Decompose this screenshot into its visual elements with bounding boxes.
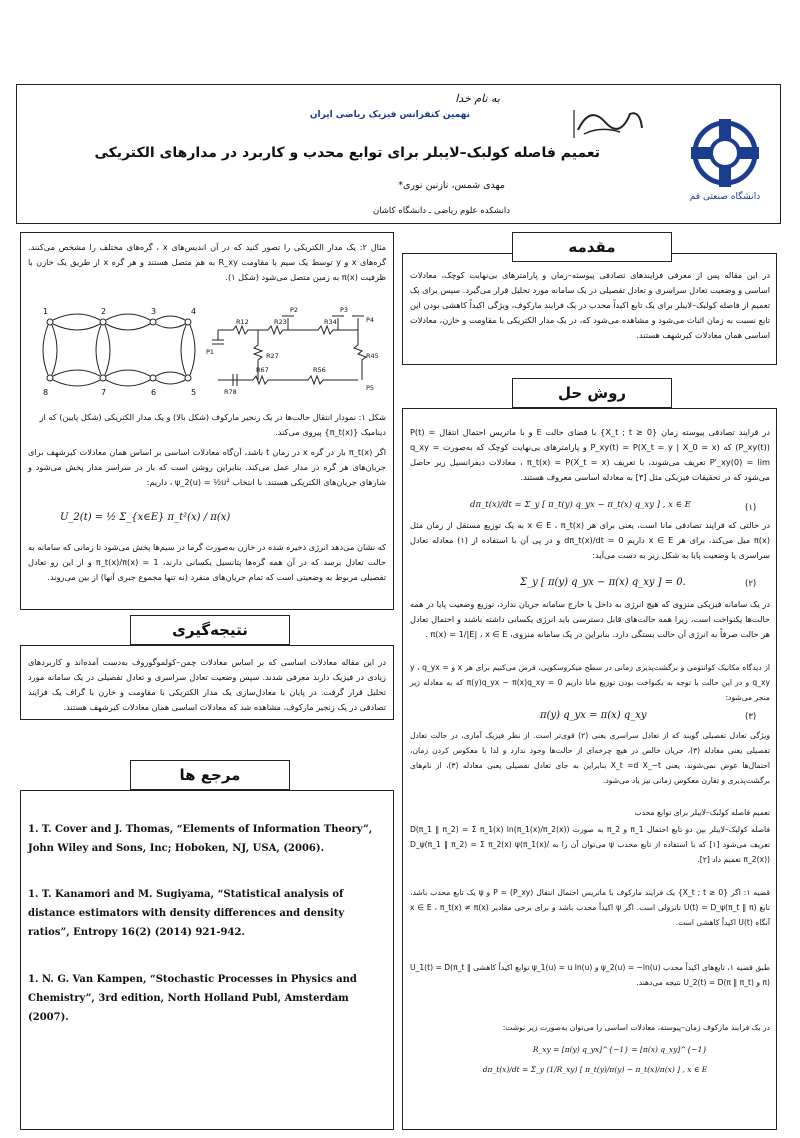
conclusion-title: نتیجه‌گیری bbox=[130, 615, 290, 645]
method-p10: در یک فرایند مارکوف زمان‌–پیوسته، معادلات اساسی را می‌توان به‌صورت زیر نوشت: bbox=[502, 1023, 770, 1032]
circuit-label-p5: P5 bbox=[366, 384, 375, 392]
paper-title: تعمیم فاصله کولبک–لایبلر برای توابع محدب و کاربرد در مدارهای الکتریکی bbox=[94, 145, 600, 161]
intro-title: مقدمه bbox=[512, 232, 672, 262]
method-p2: در حالتی که فرایند تصادفی مانا است، یعنی برای هر x ∈ E ، π_t(x) به یک توزیع مستقل از زمان مثل π(x) میل می‌کند، برای هر x ∈ E داریم dπ_t(x)/dt = 0 و در پی آن با استفاده از (۱) معادله تعادل سراسری یا وضعیت پایا به شکل زیر به دست می‌آید: bbox=[410, 520, 771, 560]
graph-node-7: 7 bbox=[101, 388, 107, 397]
equation-2-number: (۲) bbox=[745, 579, 757, 589]
circuit-label-r27: R27 bbox=[266, 352, 279, 360]
equation-3: π(y) q_yx = π(x) q_xy bbox=[540, 710, 647, 721]
equation-1: dπ_t(x)/dt = Σ_y [ π_t(y) q_yx − π_t(x) q_xy ] , x ∈ E bbox=[470, 500, 691, 510]
conference-logo bbox=[570, 100, 650, 142]
circuit-label-r23: R23 bbox=[274, 318, 287, 326]
university-logo bbox=[680, 115, 770, 207]
circuit-label-r45: R45 bbox=[366, 352, 379, 360]
equation-4: dπ_t(x)/dt = Σ_y (1/R_xy) [ π_t(y)/π(y) − π_t(x)/π(x) ] , x ∈ E bbox=[482, 1065, 708, 1074]
graph-node-4: 4 bbox=[191, 307, 197, 316]
conclusion-text: در این مقاله معادلات اساسی که بر اساس معادلات چمن–کولموگوروف به‌دست آمده‌اند و کاربردهای زیادی در فیزیک دارند معرفی شدند. سپس وضعیت تعادل سراسری و تعادل تفصیلی در یک سامانه مورد تحلیل قرار گرفت. در پایان با معادل‌سازی یک مدار الکتریکی با مقاومت و خازن با گراف یک فرایند تصادفی در یک زنجیر مارکوف، مشاهده شد که معادلات اساسی همان معادلات کیرشهف هستند. bbox=[28, 657, 386, 712]
circuit-label-r67: R67 bbox=[256, 366, 269, 374]
figure-1-svg bbox=[28, 300, 388, 400]
method-p1: در فرایند تصادفی پیوسته زمان {X_t ; t ≥ 0} با فضای حالت E و با ماتریس احتمال انتقال P(t) = (P_xy(t)) که P_xy(t) = P(X_t = y | X_0 = x) و پارامترهای بی‌نهایت کوچک که به‌صورت q_xy = P'_xy(0) = lim تعریف می‌شوند، با تعریف π_t(x) = P(X_t = x) ، معادلات دیفرانسیل زیر حاصل می‌شود که در تحقیقات فیزیکی مثل [۳] به معادله اساسی معروف هستند. bbox=[410, 427, 770, 482]
circuit-label-p3: P3 bbox=[340, 306, 349, 314]
circuit-label-p4: P4 bbox=[366, 316, 375, 324]
authors: مهدی شمس، نازنین نوری* bbox=[398, 180, 505, 191]
example-p1: مثال ۲: یک مدار الکتریکی را تصور کنید که در آن اندیس‌های x ، گره‌های مختلف را مشخص می‌کنند. گره‌های x و y توسط یک سیم با مقاومت R_xy به هم متصل هستند و هر گره x از طریق یک خازن با ظرفیت π(x) به زمین متصل می‌شود (شکل ۱). bbox=[28, 242, 386, 282]
circuit-label-r78: R78 bbox=[224, 388, 237, 396]
reference-3: 1. N. G. Van Kampen, “Stochastic Processes in Physics and Chemistry”, 3rd edition, North Holland Publ, Amsterdam (2007). bbox=[28, 974, 357, 1023]
equation-3-number: (۳) bbox=[745, 712, 757, 722]
graph-node-8: 8 bbox=[43, 388, 49, 397]
reference-2: 1. T. Kanamori and M. Sugiyama, “Statistical analysis of distance estimators with density differences and density ratios”, Entropy 16(2) (2014) 921-942. bbox=[28, 889, 345, 938]
graph-node-3: 3 bbox=[151, 307, 157, 316]
method-p5: ویژگی تعادل تفصیلی گویند که از تعادل سراسری یعنی (۲) قوی‌تر است. از نظر فیزیک آماری، در حالت تعادل تفصیلی یعنی معادله (۳)، جریان خالص در هیچ چرخه‌ای از حالت‌ها وجود ندارد و لذا با معکوس کردن زمان، احتمال‌ها عوض نمی‌شوند، یعنی X_t =d X_−t بنابراین به جای تعادل تفصیلی یعنی معادله (۳)، از نام‌های برگشت‌پذیری و تقارن معکوس زمانی نیز یاد می‌شود. bbox=[410, 731, 771, 785]
circuit-label-r12: R12 bbox=[236, 318, 249, 326]
graph-node-6: 6 bbox=[151, 388, 157, 397]
method-subheading: تعمیم فاصله کولبک–لایبلر برای توابع محدب bbox=[634, 808, 770, 817]
graph-node-5: 5 bbox=[191, 388, 197, 397]
example-equation: U_2(t) = ½ Σ_{x∈E} π_t²(x) / π(x) bbox=[60, 512, 231, 523]
method-p4: از دیدگاه مکانیک کوانتومی و برگشت‌پذیری زمانی در سطح میکروسکوپی، فرض می‌کنیم برای هر x و y ، q_yx = q_xy و در این حالت با توجه به یکنواخت بودن توزیع مانا داریم π(y)q_yx − π(x)q_xy = 0 که به معادله زیر منجر می‌شود: bbox=[410, 663, 771, 702]
graph-node-1: 1 bbox=[43, 307, 49, 316]
example-p3: که نشان می‌دهد انرژی ذخیره شده در خازن به‌صورت گرما در سیم‌ها پخش می‌شود تا زمانی که سامانه به حالت تعادل برسد که در آن همه گره‌ها پتانسیل یکسانی دارند، π_t(x)/π(x) = 1 و از این رو تعادل تفصیلی مربوط به وضعیتی است که تمام جریان‌های منفرد (نه تنها مجموع جبری آنها) از بین می‌روند. bbox=[28, 542, 386, 582]
method-p7: فاصله کولبک–لایبلر بین دو تابع احتمال π_1 و π_2 به صورت D(π_1 ‖ π_2) = Σ π_1(x) ln(π_1(x)/π_2(x)) تعریف می‌شود [۱] که با استفاده از تابع محدب ψ می‌توان آن را به D_ψ(π_1 ‖ π_2) = Σ π_2(x) ψ(π_1(x)/π_2(x)) تعمیم داد [۲]. bbox=[410, 825, 770, 864]
bismillah: به نام خدا bbox=[455, 92, 500, 105]
method-theorem: قضیه ۱: اگر {X_t ; t ≥ 0} یک فرایند مارکوف با ماتریس احتمال انتقال P = (P_xy) و ψ یک تابع محدب باشد، تابع U(t) = D_ψ(π_t ‖ π) نانزولی است. اگر ψ اکیداً محدب باشد و برای برخی مقادیر x ∈ E ، π_t(x) ≠ π(x) آنگاه U(t) اکیداً کاهشی است. bbox=[410, 888, 771, 927]
example-p2: اگر π_t(x) بار در گره x در زمان t باشد، آن‌گاه معادلات اساسی بر اساس همان معادلات کیرشهف برای جریان‌های هر گره در مدار عمل می‌کند. بنابراین روشن است که بار در سراسر مدار پخش می‌شود و شارهای جریان‌های الکتریکی هستند. با انتخاب ψ_2(u) = ½u² ، داریم: bbox=[28, 447, 387, 487]
method-title: روش حل bbox=[512, 378, 672, 408]
circuit-label-p2: P2 bbox=[290, 306, 299, 314]
reference-1: 1. T. Cover and J. Thomas, “Elements of Information Theory”, John Wiley and Sons, Inc; Hoboken, NJ, USA, (2006). bbox=[28, 824, 373, 854]
circuit-label-r56: R56 bbox=[313, 366, 326, 374]
logo-text: دانشگاه صنعتی قم bbox=[689, 192, 761, 202]
conference-name: نهمین کنفرانس فیزیک ریاضی ایران bbox=[309, 110, 470, 120]
figure-1 bbox=[28, 300, 388, 400]
circuit-label-p1: P1 bbox=[206, 348, 215, 356]
figure-1-caption: شکل ۱: نمودار انتقال حالت‌ها در یک زنجیر مارکوف (شکل بالا) و یک مدار الکتریکی (شکل پایین) که از دینامیک {π_t(x)} پیروی می‌کند. bbox=[39, 412, 386, 437]
intro-text: در این مقاله پس از معرفی فرایندهای تصادفی پیوسته–زمان و پارامترهای بی‌نهایت کوچک، معادلات اساسی و وضعیت تعادل سراسری و تعادل تفصیلی در یک سامانه مورد تحلیل قرار می‌گیرد. سپس برای یک تعمیم از فاصله کولبک–لایبلر برای یک تابع اکیداً محدب در یک فرایند مارکوف، ویژگی اکیداً کاهشی بودن این تابع نسبت به زمان اثبات می‌شود و مشاهده می‌شود که، در یک مدار الکتریکی با مقاومت و خازن، معادلات اساسی همان معادلات کیرشهف هستند. bbox=[410, 270, 770, 340]
equation-4-resistance: R_xy = [π(y) q_yx]^{−1} = [π(x) q_xy]^{−1} bbox=[532, 1045, 708, 1054]
method-p3: در یک سامانه فیزیکی منزوی که هیچ انرژی به داخل یا خارج سامانه جریان ندارد، توزیع وضعیت پایا در همه حالت‌ها یکنواخت است، زیرا همه حالت‌های قابل دسترسی باید انرژی یکسانی داشته باشند و احتمال تعادل هر حالت صرفاً به انرژی آن حالت بستگی دارد. بنابراین در یک سامانه منزوی، π(x) = 1/|E| ، x ∈ E . bbox=[410, 599, 770, 639]
method-p9: طبق قضیه ۱، تابع‌های اکیداً محدب ψ_2(u) = −ln(u) و ψ_1(u) = u ln(u) توابع اکیداً کاهشی U_1(t) = D(π_t ‖ π) و U_2(t) = D(π ‖ π_t) نتیجه می‌دهند. bbox=[410, 963, 770, 987]
graph-node-2: 2 bbox=[101, 307, 107, 316]
equation-2: Σ_y [ π(y) q_yx − π(x) q_xy ] = 0. bbox=[520, 577, 686, 588]
references-title: مرجع ها bbox=[130, 760, 290, 790]
affiliation: دانشکده علوم ریاضی ـ دانشگاه کاشان bbox=[372, 206, 510, 216]
circuit-label-r34: R34 bbox=[324, 318, 337, 326]
equation-1-number: (۱) bbox=[745, 503, 757, 513]
